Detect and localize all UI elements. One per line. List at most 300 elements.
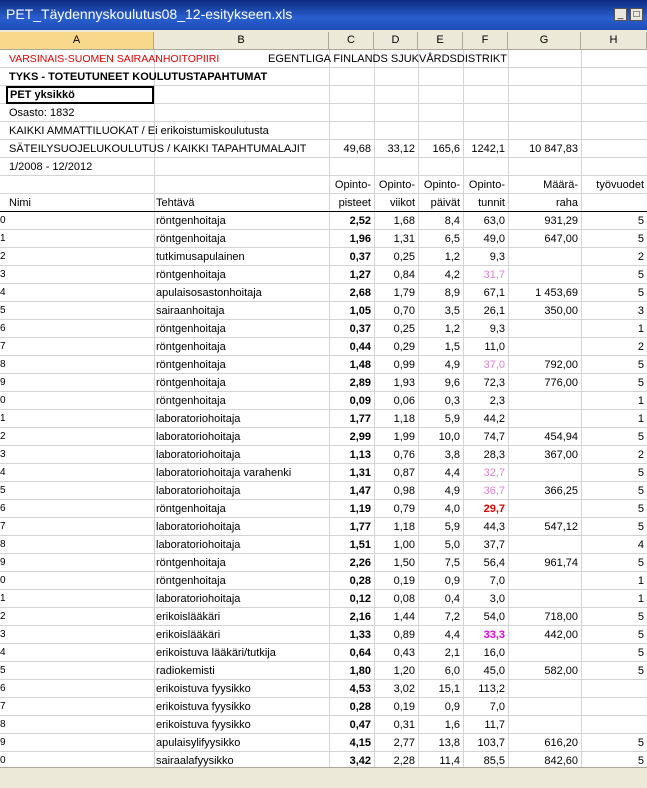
cell-c[interactable]: 1,96 bbox=[349, 233, 371, 245]
cell-h[interactable]: 2 bbox=[637, 341, 644, 353]
cell-c[interactable]: 1,19 bbox=[349, 503, 371, 515]
header-row-2 bbox=[0, 194, 647, 212]
row-number[interactable]: 1 bbox=[0, 233, 6, 244]
cell-f[interactable]: 31,7 bbox=[483, 269, 505, 281]
cell-g[interactable]: 582,00 bbox=[544, 665, 578, 677]
cell-c[interactable]: 1,77 bbox=[349, 521, 371, 533]
cell-c[interactable]: 0,37 bbox=[349, 323, 371, 335]
cell-g[interactable] bbox=[508, 680, 581, 698]
cell-g[interactable] bbox=[508, 572, 581, 590]
cell-g[interactable]: 647,00 bbox=[544, 233, 578, 245]
task-cell[interactable]: laboratoriohoitaja bbox=[156, 449, 241, 461]
cell-c[interactable]: 1,13 bbox=[349, 449, 371, 461]
cell-d[interactable]: 1,99 bbox=[393, 431, 415, 443]
table-row bbox=[0, 662, 647, 680]
cell-f[interactable]: 29,7 bbox=[483, 503, 505, 515]
task-cell[interactable]: sairaanhoitaja bbox=[156, 305, 225, 317]
cell-h[interactable]: 5 bbox=[637, 269, 644, 281]
cell-g[interactable] bbox=[508, 338, 581, 356]
cell-g[interactable]: 454,94 bbox=[544, 431, 578, 443]
table-row bbox=[0, 302, 647, 320]
task-cell[interactable]: laboratoriohoitaja bbox=[156, 485, 241, 497]
cell-e[interactable]: 8,9 bbox=[444, 287, 460, 299]
cell-g[interactable] bbox=[508, 320, 581, 338]
cell-h[interactable]: 5 bbox=[637, 503, 644, 515]
cell-e[interactable]: 13,8 bbox=[438, 737, 460, 749]
row-number[interactable]: 4 bbox=[0, 647, 6, 658]
cell-c[interactable]: 1,47 bbox=[349, 485, 371, 497]
task-cell[interactable]: röntgenhoitaja bbox=[156, 557, 226, 569]
header-row-1 bbox=[0, 176, 647, 194]
row-number[interactable]: 9 bbox=[0, 557, 6, 568]
task-cell[interactable]: sairaalafyysikko bbox=[156, 755, 234, 767]
cell-g[interactable]: 776,00 bbox=[544, 377, 578, 389]
task-cell[interactable]: erikoistuva fyysikko bbox=[156, 683, 251, 695]
task-cell[interactable]: röntgenhoitaja bbox=[156, 395, 226, 407]
cell-f[interactable]: 63,0 bbox=[483, 215, 505, 227]
cell-c[interactable]: 2,99 bbox=[349, 431, 371, 443]
cell-g[interactable] bbox=[508, 248, 581, 266]
cell-g[interactable] bbox=[508, 410, 581, 428]
cell-d[interactable]: 0,87 bbox=[393, 467, 415, 479]
cell-e[interactable]: 4,9 bbox=[444, 485, 460, 497]
cell-g[interactable]: 931,29 bbox=[544, 215, 578, 227]
row-number[interactable]: 2 bbox=[0, 431, 6, 442]
column-header-f[interactable]: F bbox=[463, 32, 508, 50]
cell-g[interactable] bbox=[508, 698, 581, 716]
task-cell[interactable]: laboratoriohoitaja bbox=[156, 539, 241, 551]
org-sv-label[interactable]: EGENTLIGA FINLANDS SJUKVÅRDSDISTRIKT bbox=[268, 53, 507, 65]
cell-e[interactable]: 1,2 bbox=[444, 251, 460, 263]
total-e[interactable]: 165,6 bbox=[432, 143, 460, 155]
row-number[interactable]: 3 bbox=[0, 269, 6, 280]
task-cell[interactable]: radiokemisti bbox=[156, 665, 215, 677]
table-row bbox=[0, 518, 647, 536]
cell-f[interactable]: 72,3 bbox=[483, 377, 505, 389]
cell-d[interactable]: 1,50 bbox=[393, 557, 415, 569]
task-cell[interactable]: röntgenhoitaja bbox=[156, 269, 226, 281]
cell-g[interactable]: 366,25 bbox=[544, 485, 578, 497]
cell-h[interactable]: 5 bbox=[637, 485, 644, 497]
row-number[interactable]: 6 bbox=[0, 503, 6, 514]
horizontal-scrollbar[interactable] bbox=[0, 767, 647, 788]
cell-f[interactable]: 3,0 bbox=[489, 593, 505, 605]
cell-d[interactable]: 0,06 bbox=[393, 395, 415, 407]
row-number[interactable]: 3 bbox=[0, 449, 6, 460]
cell-h[interactable]: 5 bbox=[637, 377, 644, 389]
cell-e[interactable]: 5,9 bbox=[444, 521, 460, 533]
row-number[interactable]: 8 bbox=[0, 359, 6, 370]
cell-c[interactable]: 0,28 bbox=[349, 701, 371, 713]
row-number[interactable]: 4 bbox=[0, 467, 6, 478]
cell-e[interactable]: 7,2 bbox=[444, 611, 460, 623]
cell-h[interactable]: 3 bbox=[637, 305, 644, 317]
row-number[interactable]: 2 bbox=[0, 611, 6, 622]
cell-f[interactable]: 28,3 bbox=[483, 449, 505, 461]
cell-d[interactable]: 0,89 bbox=[393, 629, 415, 641]
cell-e[interactable]: 4,2 bbox=[444, 269, 460, 281]
row-number[interactable]: 6 bbox=[0, 323, 6, 334]
cell-f[interactable]: 85,5 bbox=[483, 755, 505, 767]
total-c[interactable]: 49,68 bbox=[343, 143, 371, 155]
selected-cell-unit[interactable]: PET yksikkö bbox=[6, 86, 154, 104]
cell-e[interactable]: 3,5 bbox=[444, 305, 460, 317]
cell-g[interactable]: 442,00 bbox=[544, 629, 578, 641]
cell-h[interactable]: 5 bbox=[637, 611, 644, 623]
cell-g[interactable] bbox=[508, 392, 581, 410]
row-number[interactable]: 5 bbox=[0, 485, 6, 496]
column-header-e[interactable]: E bbox=[418, 32, 463, 50]
header-d-2[interactable]: viikot bbox=[389, 197, 415, 209]
row-number[interactable]: 5 bbox=[0, 305, 6, 316]
cell-h[interactable]: 5 bbox=[637, 755, 644, 767]
cell-c[interactable]: 1,31 bbox=[349, 467, 371, 479]
cell-e[interactable]: 4,4 bbox=[444, 629, 460, 641]
cell-d[interactable]: 1,20 bbox=[393, 665, 415, 677]
cell-c[interactable]: 2,89 bbox=[349, 377, 371, 389]
cell-f[interactable]: 54,0 bbox=[483, 611, 505, 623]
header-e-1[interactable]: Opinto- bbox=[423, 179, 460, 191]
task-cell[interactable]: röntgenhoitaja bbox=[156, 215, 226, 227]
cell-h[interactable]: 1 bbox=[637, 575, 644, 587]
cell-d[interactable]: 0,19 bbox=[393, 701, 415, 713]
cell-h[interactable]: 1 bbox=[637, 593, 644, 605]
cell-g[interactable]: 842,60 bbox=[544, 755, 578, 767]
cell-e[interactable]: 4,9 bbox=[444, 359, 460, 371]
cell-f[interactable]: 9,3 bbox=[489, 323, 505, 335]
cell-e[interactable]: 3,8 bbox=[444, 449, 460, 461]
cell-h[interactable]: 5 bbox=[637, 665, 644, 677]
cell-c[interactable]: 4,53 bbox=[349, 683, 371, 695]
cell-e[interactable]: 8,4 bbox=[444, 215, 460, 227]
task-cell[interactable]: tutkimusapulainen bbox=[156, 251, 245, 263]
cell-c[interactable]: 4,15 bbox=[349, 737, 371, 749]
column-header-a[interactable]: A bbox=[0, 32, 154, 50]
cell-h[interactable]: 5 bbox=[637, 467, 644, 479]
cell-e[interactable]: 0,4 bbox=[444, 593, 460, 605]
column-header-d[interactable]: D bbox=[374, 32, 418, 50]
row-number[interactable]: 9 bbox=[0, 377, 6, 388]
cell-f[interactable]: 103,7 bbox=[477, 737, 505, 749]
cell-d[interactable]: 0,19 bbox=[393, 575, 415, 587]
cell-c[interactable]: 1,05 bbox=[349, 305, 371, 317]
cell-h[interactable] bbox=[581, 716, 647, 734]
row-number[interactable]: 8 bbox=[0, 539, 6, 550]
cell-f[interactable]: 36,7 bbox=[483, 485, 505, 497]
cell-h[interactable] bbox=[581, 680, 647, 698]
table-row bbox=[0, 410, 647, 428]
cell-f[interactable]: 9,3 bbox=[489, 251, 505, 263]
cell-c[interactable]: 0,28 bbox=[349, 575, 371, 587]
classes-label[interactable]: KAIKKI AMMATTILUOKAT / Ei erikoistumiskoulutusta bbox=[9, 125, 269, 137]
task-cell[interactable]: röntgenhoitaja bbox=[156, 377, 226, 389]
cell-g[interactable] bbox=[508, 464, 581, 482]
cell-h[interactable]: 1 bbox=[637, 413, 644, 425]
cell-e[interactable]: 2,1 bbox=[444, 647, 460, 659]
cell-h[interactable]: 5 bbox=[637, 359, 644, 371]
cell-g[interactable] bbox=[508, 716, 581, 734]
cell-c[interactable]: 1,27 bbox=[349, 269, 371, 281]
task-cell[interactable]: erikoistuva fyysikko bbox=[156, 719, 251, 731]
cell-d[interactable]: 1,79 bbox=[393, 287, 415, 299]
cell-d[interactable]: 0,25 bbox=[393, 323, 415, 335]
cell-e[interactable]: 5,9 bbox=[444, 413, 460, 425]
cell-f[interactable]: 44,3 bbox=[483, 521, 505, 533]
total-g[interactable]: 10 847,83 bbox=[529, 143, 578, 155]
cell-h[interactable]: 2 bbox=[637, 449, 644, 461]
row-number[interactable]: 4 bbox=[0, 287, 6, 298]
scope-label[interactable]: SÄTEILYSUOJELUKOULUTUS / KAIKKI TAPAHTUMALAJIT bbox=[9, 143, 307, 155]
cell-e[interactable]: 4,0 bbox=[444, 503, 460, 515]
task-cell[interactable]: röntgenhoitaja bbox=[156, 341, 226, 353]
cell-h[interactable] bbox=[581, 698, 647, 716]
row-number[interactable]: 6 bbox=[0, 683, 6, 694]
cell-g[interactable]: 961,74 bbox=[544, 557, 578, 569]
cell-c[interactable]: 1,33 bbox=[349, 629, 371, 641]
cell-g[interactable] bbox=[508, 644, 581, 662]
cell-c[interactable]: 1,80 bbox=[349, 665, 371, 677]
cell-d[interactable]: 1,31 bbox=[393, 233, 415, 245]
cell-h[interactable]: 5 bbox=[637, 557, 644, 569]
cell-d[interactable]: 1,18 bbox=[393, 521, 415, 533]
cell-c[interactable]: 2,16 bbox=[349, 611, 371, 623]
row-number[interactable]: 1 bbox=[0, 593, 6, 604]
cell-f[interactable]: 7,0 bbox=[489, 701, 505, 713]
cell-c[interactable]: 0,47 bbox=[349, 719, 371, 731]
cell-h[interactable]: 4 bbox=[637, 539, 644, 551]
cell-c[interactable]: 1,77 bbox=[349, 413, 371, 425]
minimize-button[interactable]: _ bbox=[614, 8, 627, 21]
header-c-1[interactable]: Opinto- bbox=[334, 179, 371, 191]
row-number[interactable]: 7 bbox=[0, 521, 6, 532]
cell-c[interactable]: 0,12 bbox=[349, 593, 371, 605]
table-row bbox=[0, 446, 647, 464]
cell-d[interactable]: 1,00 bbox=[393, 539, 415, 551]
header-f-1[interactable]: Opinto- bbox=[468, 179, 505, 191]
cell-d[interactable]: 0,98 bbox=[393, 485, 415, 497]
cell-e[interactable]: 15,1 bbox=[438, 683, 460, 695]
header-name[interactable]: Nimi bbox=[9, 197, 31, 209]
cell-d[interactable]: 0,43 bbox=[393, 647, 415, 659]
header-h-1[interactable]: työvuodet bbox=[596, 179, 644, 191]
column-header-g[interactable]: G bbox=[508, 32, 581, 50]
cell-h[interactable]: 1 bbox=[637, 323, 644, 335]
cell-g[interactable]: 547,12 bbox=[544, 521, 578, 533]
cell-h[interactable]: 5 bbox=[637, 521, 644, 533]
cell-h[interactable]: 5 bbox=[637, 647, 644, 659]
row-number[interactable]: 9 bbox=[0, 737, 6, 748]
cell-d[interactable]: 0,25 bbox=[393, 251, 415, 263]
cell-e[interactable]: 1,2 bbox=[444, 323, 460, 335]
cell-f[interactable]: 37,7 bbox=[483, 539, 505, 551]
task-cell[interactable]: röntgenhoitaja bbox=[156, 233, 226, 245]
cell-f[interactable]: 2,3 bbox=[489, 395, 505, 407]
cell-c[interactable]: 2,52 bbox=[349, 215, 371, 227]
cell-d[interactable]: 0,08 bbox=[393, 593, 415, 605]
row-number[interactable]: 5 bbox=[0, 665, 6, 676]
task-cell[interactable]: erikoistuva lääkäri/tutkija bbox=[156, 647, 276, 659]
cell-c[interactable]: 1,48 bbox=[349, 359, 371, 371]
task-cell[interactable]: laboratoriohoitaja varahenki bbox=[156, 467, 292, 479]
row-number[interactable]: 0 bbox=[0, 215, 6, 226]
cell-h[interactable]: 5 bbox=[637, 737, 644, 749]
cell-f[interactable]: 11,7 bbox=[484, 719, 505, 731]
cell-g[interactable] bbox=[508, 500, 581, 518]
cell-c[interactable]: 0,37 bbox=[349, 251, 371, 263]
cell-h[interactable]: 2 bbox=[637, 251, 644, 263]
cell-e[interactable]: 0,9 bbox=[444, 575, 460, 587]
cell-e[interactable]: 0,3 bbox=[444, 395, 460, 407]
cell-f[interactable]: 33,3 bbox=[483, 629, 505, 641]
cell-g[interactable] bbox=[508, 266, 581, 284]
cell-h[interactable]: 5 bbox=[637, 233, 644, 245]
cell-c[interactable]: 2,26 bbox=[349, 557, 371, 569]
cell-h[interactable]: 5 bbox=[637, 629, 644, 641]
cell-c[interactable]: 0,09 bbox=[349, 395, 371, 407]
total-f[interactable]: 1242,1 bbox=[471, 143, 505, 155]
cell-f[interactable]: 37,0 bbox=[483, 359, 505, 371]
table-row bbox=[0, 716, 647, 734]
cell-f[interactable]: 44,2 bbox=[483, 413, 505, 425]
task-cell[interactable]: röntgenhoitaja bbox=[156, 503, 226, 515]
cell-d[interactable]: 1,68 bbox=[393, 215, 415, 227]
header-e-2[interactable]: päivät bbox=[430, 197, 460, 209]
cell-g[interactable]: 792,00 bbox=[544, 359, 578, 371]
header-f-2[interactable]: tunnit bbox=[478, 197, 505, 209]
cell-f[interactable]: 7,0 bbox=[489, 575, 505, 587]
table-row bbox=[0, 590, 647, 608]
row-number[interactable]: 3 bbox=[0, 629, 6, 640]
cell-e[interactable]: 6,0 bbox=[444, 665, 460, 677]
cell-e[interactable]: 1,6 bbox=[444, 719, 460, 731]
cell-h[interactable]: 5 bbox=[637, 215, 644, 227]
cell-e[interactable]: 1,5 bbox=[444, 341, 460, 353]
task-cell[interactable]: apulaisylifyysikko bbox=[156, 737, 241, 749]
table-row bbox=[0, 608, 647, 626]
cell-d[interactable]: 1,18 bbox=[393, 413, 415, 425]
column-header-b[interactable]: B bbox=[154, 32, 329, 50]
cell-f[interactable]: 74,7 bbox=[483, 431, 505, 443]
cell-g[interactable]: 367,00 bbox=[544, 449, 578, 461]
header-task[interactable]: Tehtävä bbox=[156, 197, 195, 209]
cell-d[interactable]: 0,29 bbox=[393, 341, 415, 353]
cell-d[interactable]: 3,02 bbox=[393, 683, 415, 695]
cell-f[interactable]: 16,0 bbox=[483, 647, 505, 659]
table-row bbox=[0, 644, 647, 662]
row-number[interactable]: 2 bbox=[0, 251, 6, 262]
cell-h[interactable]: 1 bbox=[637, 395, 644, 407]
cell-g[interactable]: 616,20 bbox=[544, 737, 578, 749]
header-c-2[interactable]: pisteet bbox=[338, 197, 371, 209]
cell-g[interactable] bbox=[508, 536, 581, 554]
total-d[interactable]: 33,12 bbox=[387, 143, 415, 155]
row-number[interactable]: 7 bbox=[0, 341, 6, 352]
task-cell[interactable]: erikoistuva fyysikko bbox=[156, 701, 251, 713]
cell-g[interactable]: 718,00 bbox=[544, 611, 578, 623]
cell-g[interactable]: 1 453,69 bbox=[535, 287, 578, 299]
cell-g[interactable]: 350,00 bbox=[544, 305, 578, 317]
task-cell[interactable]: laboratoriohoitaja bbox=[156, 593, 241, 605]
cell-c[interactable]: 1,51 bbox=[349, 539, 371, 551]
cell-f[interactable]: 56,4 bbox=[483, 557, 505, 569]
cell-e[interactable]: 4,4 bbox=[444, 467, 460, 479]
cell-f[interactable]: 45,0 bbox=[483, 665, 505, 677]
cell-e[interactable]: 5,0 bbox=[444, 539, 460, 551]
maximize-button[interactable]: □ bbox=[630, 8, 643, 21]
cell-e[interactable]: 0,9 bbox=[444, 701, 460, 713]
task-cell[interactable]: laboratoriohoitaja bbox=[156, 413, 241, 425]
cell-e[interactable]: 11,4 bbox=[439, 755, 460, 767]
row-number[interactable]: 0 bbox=[0, 575, 6, 586]
row-number[interactable]: 8 bbox=[0, 719, 6, 730]
cell-f[interactable]: 113,2 bbox=[478, 683, 505, 695]
task-cell[interactable]: erikoislääkäri bbox=[156, 611, 221, 623]
task-cell[interactable]: erikoislääkäri bbox=[156, 629, 221, 641]
cell-g[interactable] bbox=[508, 590, 581, 608]
cell-h[interactable]: 5 bbox=[637, 287, 644, 299]
header-g-1[interactable]: Määrä- bbox=[543, 179, 578, 191]
cell-d[interactable]: 2,77 bbox=[393, 737, 415, 749]
task-cell[interactable]: apulaisosastonhoitaja bbox=[156, 287, 262, 299]
cell-d[interactable]: 1,93 bbox=[393, 377, 415, 389]
cell-d[interactable]: 0,79 bbox=[393, 503, 415, 515]
cell-c[interactable]: 0,44 bbox=[349, 341, 371, 353]
row-number[interactable]: 0 bbox=[0, 755, 6, 766]
cell-f[interactable]: 26,1 bbox=[483, 305, 505, 317]
column-header-c[interactable]: C bbox=[329, 32, 374, 50]
row-number[interactable]: 1 bbox=[0, 413, 6, 424]
window-title: PET_Täydennyskoulutus08_12-esitykseen.xls bbox=[6, 6, 293, 22]
cell-d[interactable]: 0,99 bbox=[393, 359, 415, 371]
info-row-classes bbox=[0, 122, 647, 140]
cell-d[interactable]: 0,76 bbox=[393, 449, 415, 461]
task-cell[interactable]: laboratoriohoitaja bbox=[156, 521, 241, 533]
cell-d[interactable]: 2,28 bbox=[393, 755, 415, 767]
header-g-2[interactable]: raha bbox=[555, 197, 578, 209]
cell-e[interactable]: 6,5 bbox=[444, 233, 460, 245]
cell-d[interactable]: 0,70 bbox=[393, 305, 415, 317]
cell-f[interactable]: 67,1 bbox=[483, 287, 505, 299]
info-row-org bbox=[0, 50, 647, 68]
cell-d[interactable]: 0,84 bbox=[393, 269, 415, 281]
cell-c[interactable]: 2,68 bbox=[349, 287, 371, 299]
task-cell[interactable]: röntgenhoitaja bbox=[156, 359, 226, 371]
row-number[interactable]: 0 bbox=[0, 395, 6, 406]
dept-label[interactable]: Osasto: 1832 bbox=[9, 107, 75, 119]
header-d-1[interactable]: Opinto- bbox=[378, 179, 415, 191]
cell-c[interactable]: 0,64 bbox=[349, 647, 371, 659]
cell-h[interactable]: 5 bbox=[637, 431, 644, 443]
cell-f[interactable]: 32,7 bbox=[483, 467, 505, 479]
org-fi-label[interactable]: VARSINAIS-SUOMEN SAIRAANHOITOPIIRI bbox=[9, 53, 220, 65]
period-label[interactable]: 1/2008 - 12/2012 bbox=[9, 161, 93, 173]
cell-d[interactable]: 1,44 bbox=[393, 611, 415, 623]
task-cell[interactable]: röntgenhoitaja bbox=[156, 323, 226, 335]
column-header-h[interactable]: H bbox=[581, 32, 647, 50]
cell-f[interactable]: 11,0 bbox=[484, 341, 505, 353]
task-cell[interactable]: laboratoriohoitaja bbox=[156, 431, 241, 443]
info-row-unit bbox=[0, 86, 647, 104]
cell-c[interactable]: 3,42 bbox=[349, 755, 371, 767]
report-title[interactable]: TYKS - TOTEUTUNEET KOULUTUSTAPAHTUMAT bbox=[9, 71, 268, 83]
cell-f[interactable]: 49,0 bbox=[483, 233, 505, 245]
row-number[interactable]: 7 bbox=[0, 701, 6, 712]
task-cell[interactable]: röntgenhoitaja bbox=[156, 575, 226, 587]
cell-e[interactable]: 9,6 bbox=[444, 377, 460, 389]
cell-e[interactable]: 10,0 bbox=[438, 431, 460, 443]
cell-d[interactable]: 0,31 bbox=[393, 719, 415, 731]
cell-e[interactable]: 7,5 bbox=[444, 557, 460, 569]
